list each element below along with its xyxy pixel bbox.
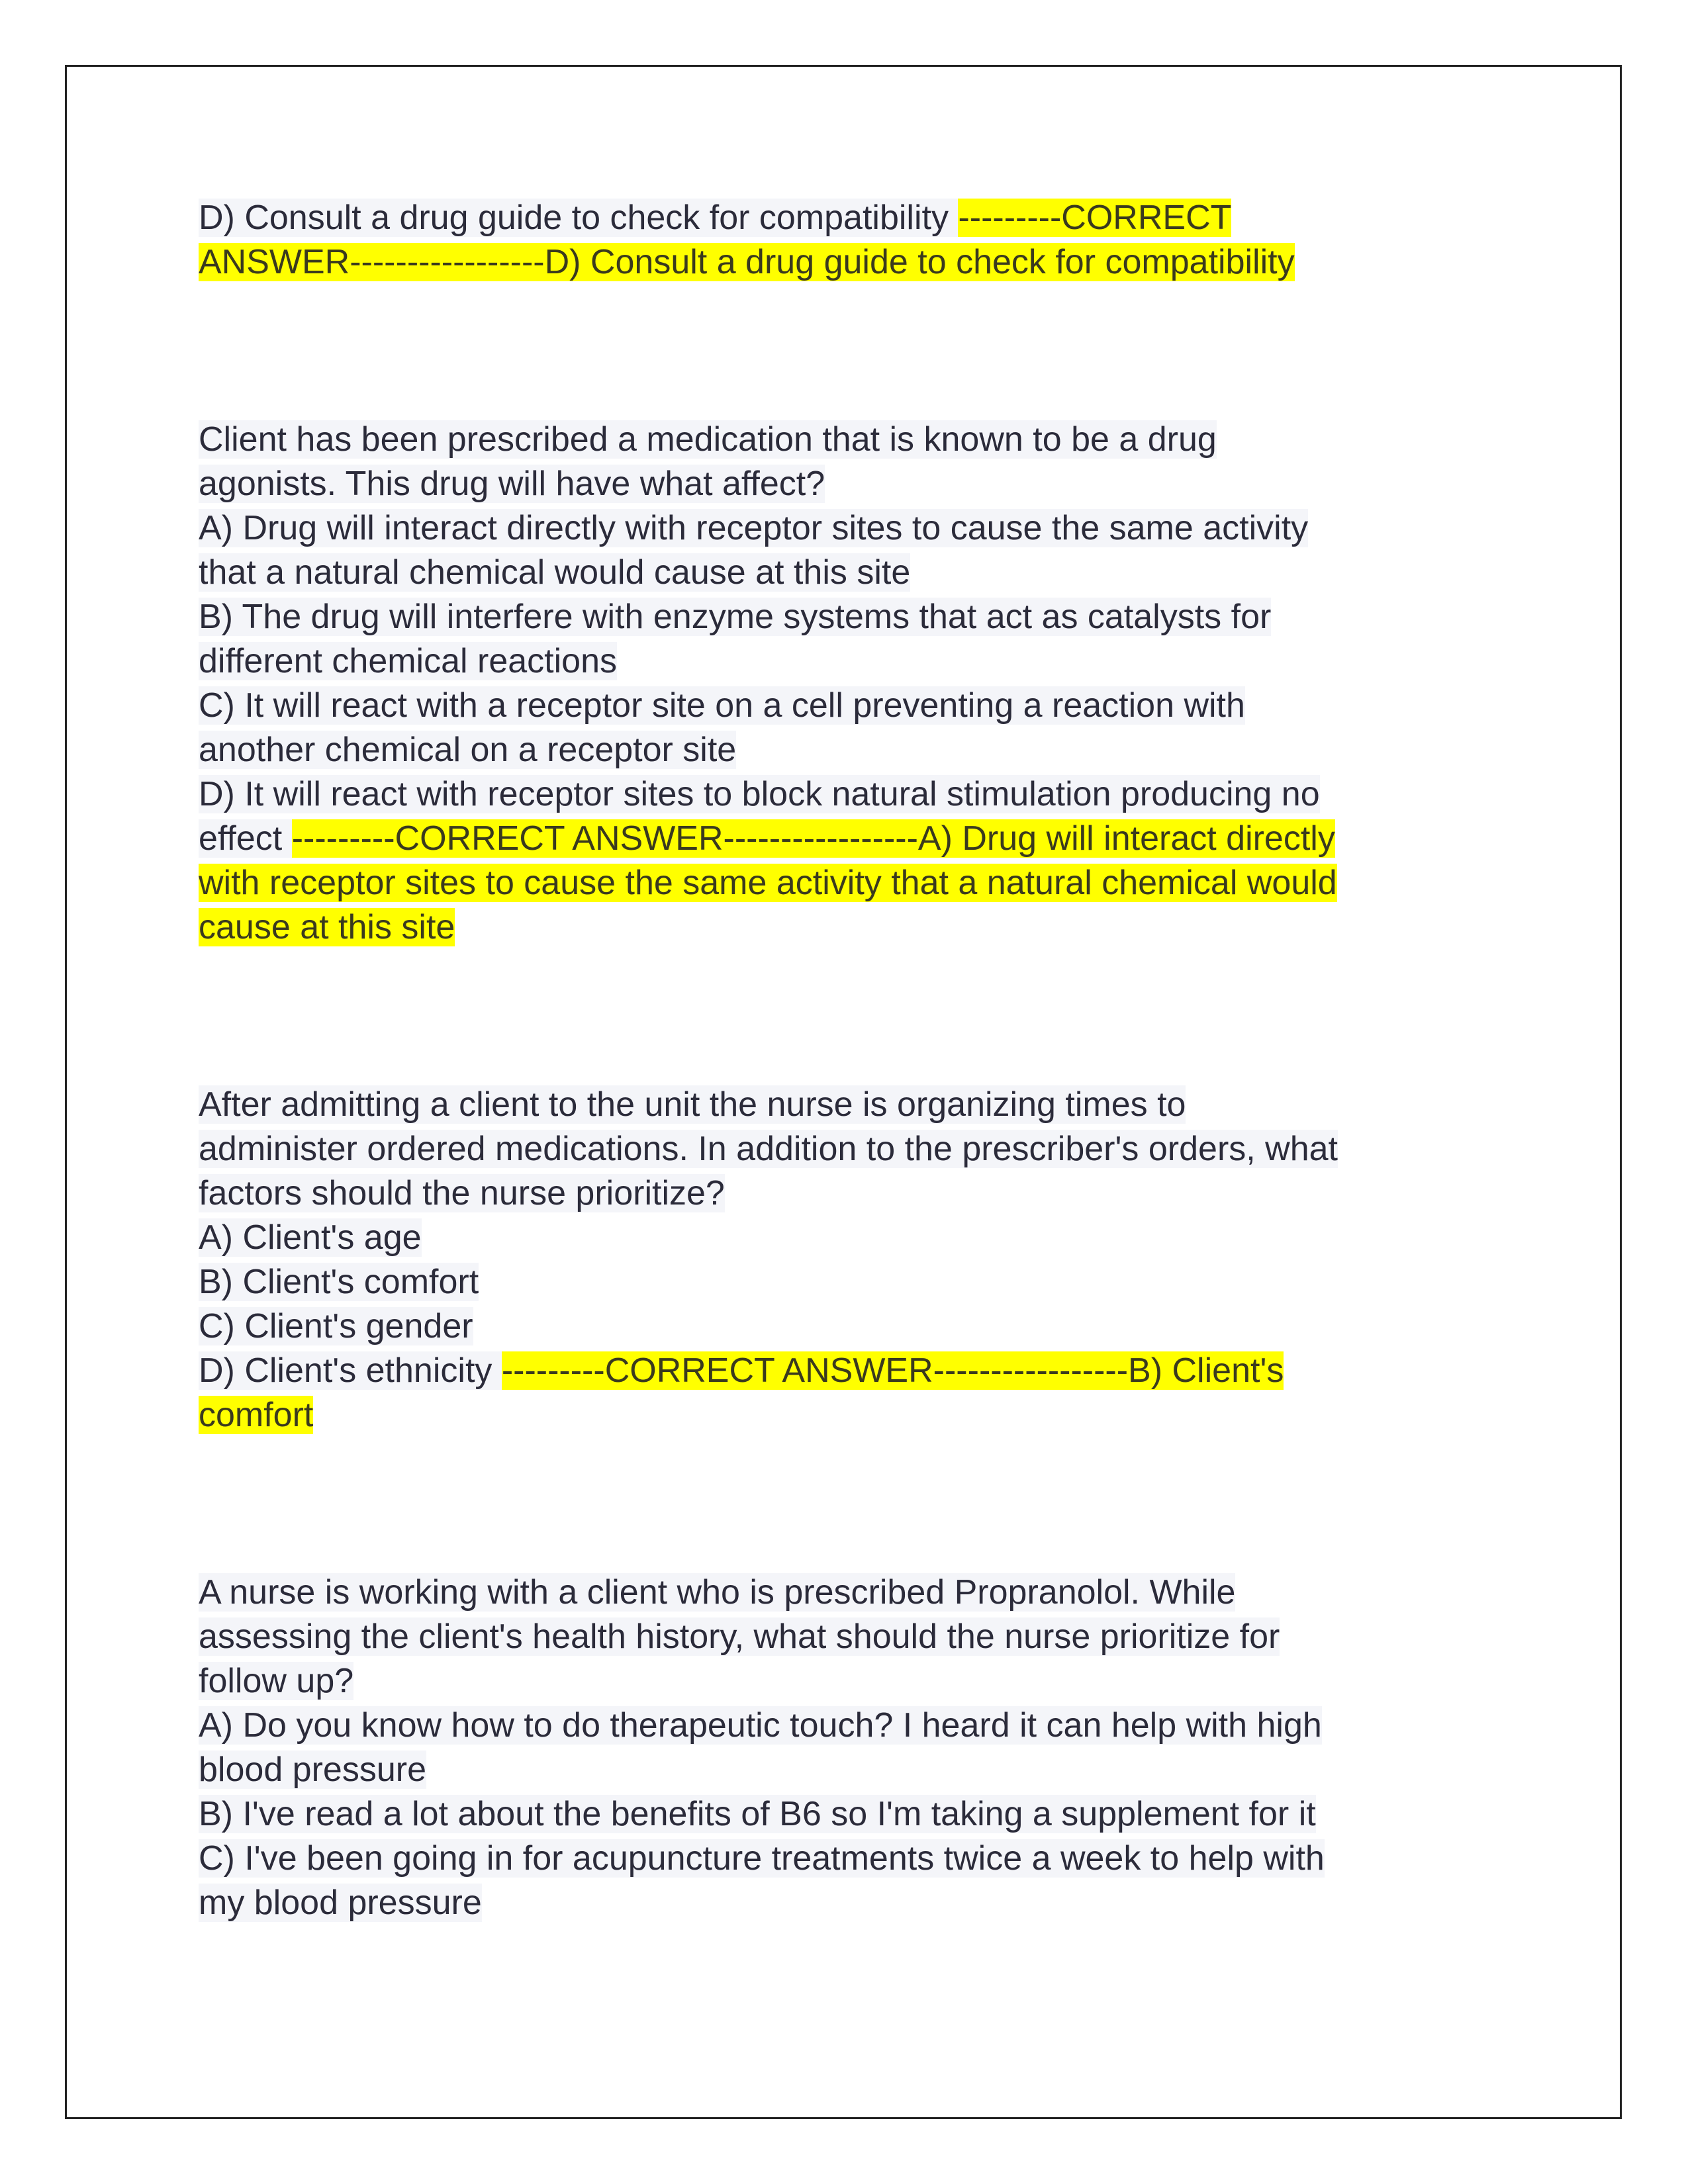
question-text: C) Client's gender [199, 1307, 473, 1345]
text-line [199, 1659, 1516, 1704]
highlighted-answer-text: ---------CORRECT ANSWER-----------------A) Drug will interact directly [291, 819, 1335, 858]
question-text: another chemical on a receptor site [199, 731, 737, 769]
text-line [199, 772, 1516, 817]
text-line [199, 1615, 1516, 1659]
text-line [199, 595, 1516, 639]
question-block-4 [199, 1570, 1516, 1925]
question-text: D) It will react with receptor sites to block natural stimulation producing no [199, 775, 1320, 813]
question-text: C) I've been going in for acupuncture treatments twice a week to help with [199, 1839, 1325, 1878]
text-line [199, 1748, 1516, 1792]
text-line [199, 684, 1516, 728]
question-text: After admitting a client to the unit the nurse is organizing times to [199, 1085, 1186, 1124]
text-line [199, 1216, 1516, 1260]
question-text: D) Consult a drug guide to check for compatibility [199, 199, 959, 237]
text-line [199, 418, 1516, 462]
highlighted-answer-text: with receptor sites to cause the same activity that a natural chemical would [199, 864, 1337, 902]
highlighted-answer-text: cause at this site [199, 908, 455, 946]
question-text: B) The drug will interfere with enzyme systems that act as catalysts for [199, 598, 1272, 636]
text-line [199, 905, 1516, 950]
text-line [199, 1881, 1516, 1925]
text-line [199, 861, 1516, 905]
text-line [199, 551, 1516, 595]
question-text: B) Client's comfort [199, 1263, 479, 1301]
text-line [199, 462, 1516, 506]
text-line [199, 1083, 1516, 1127]
text-line [199, 1570, 1516, 1615]
text-line [199, 1837, 1516, 1881]
question-block-1 [199, 196, 1516, 285]
text-line [199, 1171, 1516, 1216]
question-text: D) Client's ethnicity [199, 1351, 502, 1390]
question-text: different chemical reactions [199, 642, 618, 680]
text-line [199, 1704, 1516, 1748]
text-line [199, 1127, 1516, 1171]
question-text: assessing the client's health history, what should the nurse prioritize for [199, 1617, 1280, 1656]
text-line [199, 1304, 1516, 1349]
highlighted-answer-text: comfort [199, 1396, 314, 1434]
question-text: factors should the nurse prioritize? [199, 1174, 725, 1212]
text-line [199, 817, 1516, 861]
text-line [199, 639, 1516, 684]
text-line [199, 506, 1516, 551]
text-line [199, 728, 1516, 772]
question-text: A) Drug will interact directly with receptor sites to cause the same activity [199, 509, 1309, 547]
text-line [199, 1792, 1516, 1837]
text-line [199, 240, 1516, 285]
text-line [199, 1393, 1516, 1437]
question-text: B) I've read a lot about the benefits of B6 so I'm taking a supplement for it [199, 1795, 1316, 1833]
question-text: follow up? [199, 1662, 354, 1700]
document-body [199, 196, 1516, 1925]
question-text: agonists. This drug will have what affect? [199, 465, 825, 503]
question-text: A) Do you know how to do therapeutic touch? I heard it can help with high [199, 1706, 1322, 1745]
question-block-2 [199, 418, 1516, 950]
question-text: administer ordered medications. In addition to the prescriber's orders, what [199, 1130, 1338, 1168]
highlighted-answer-text: ANSWER-----------------D) Consult a drug guide to check for compatibility [199, 243, 1295, 281]
question-text: that a natural chemical would cause at this site [199, 553, 911, 592]
text-line [199, 196, 1516, 240]
question-text: A nurse is working with a client who is prescribed Propranolol. While [199, 1573, 1236, 1612]
question-text: C) It will react with a receptor site on a cell preventing a reaction with [199, 686, 1245, 725]
question-text: Client has been prescribed a medication that is known to be a drug [199, 420, 1217, 459]
question-text: effect [199, 819, 292, 858]
text-line [199, 1260, 1516, 1304]
highlighted-answer-text: ---------CORRECT [958, 199, 1232, 237]
text-line [199, 1349, 1516, 1393]
question-block-3 [199, 1083, 1516, 1437]
question-text: my blood pressure [199, 1884, 482, 1922]
question-text: blood pressure [199, 1751, 426, 1789]
question-text: A) Client's age [199, 1218, 422, 1257]
highlighted-answer-text: ---------CORRECT ANSWER-----------------B) Client's [501, 1351, 1284, 1390]
